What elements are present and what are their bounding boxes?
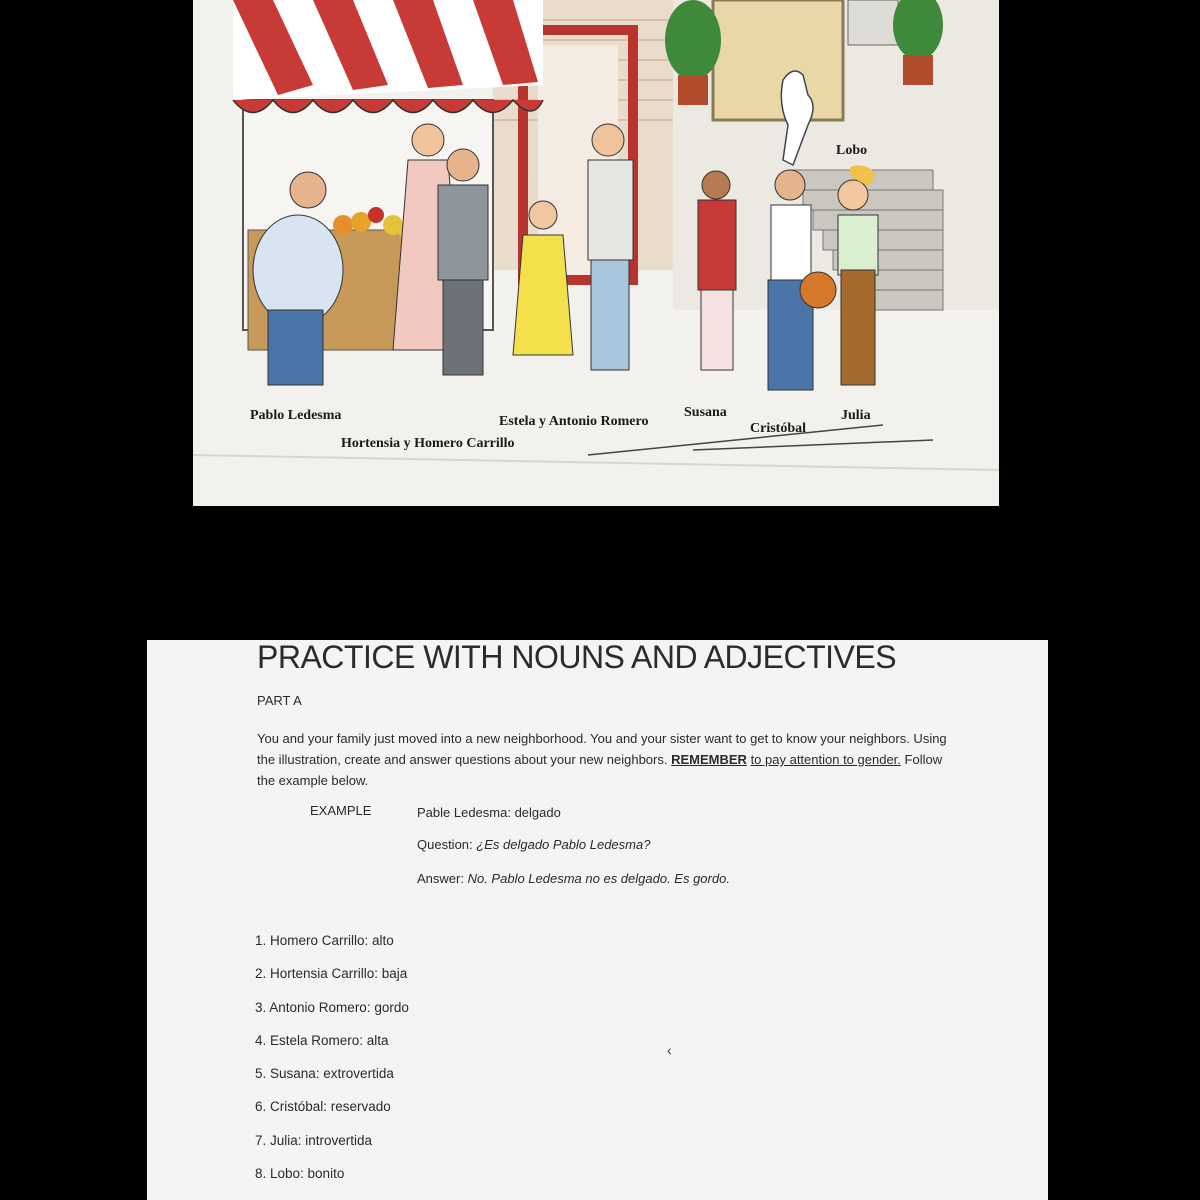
answer-label: Answer:	[417, 871, 464, 886]
worksheet-title: PRACTICE WITH NOUNS AND ADJECTIVES	[257, 640, 897, 675]
cursor-mark-icon: ‹	[667, 1042, 672, 1058]
part-heading: PART A	[257, 693, 302, 708]
list-item: 7. Julia: introvertida	[255, 1132, 373, 1148]
caption-estela-antonio: Estela y Antonio Romero	[499, 414, 649, 429]
gender-note: to pay attention to gender.	[750, 752, 901, 767]
caption-hortensia-homero: Hortensia y Homero Carrillo	[341, 436, 515, 451]
caption-lobo: Lobo	[836, 143, 868, 158]
caption-cristobal: Cristóbal	[750, 421, 806, 436]
list-item: 5. Susana: extrovertida	[255, 1066, 394, 1082]
list-item: 6. Cristóbal: reservado	[255, 1099, 391, 1115]
question-text: ¿Es delgado Pablo Ledesma?	[476, 837, 651, 852]
list-item: 3. Antonio Romero: gordo	[255, 999, 409, 1015]
instructions-text: You and your family just moved into a new neighborhood. You and your sister want to get to know your neighbors. Using the illustration, create and answer questions about your new neighbors.	[257, 731, 947, 767]
caption-susana: Susana	[684, 405, 727, 420]
worksheet-page	[147, 640, 1048, 1200]
example-question	[417, 837, 650, 852]
instructions-paragraph	[257, 728, 957, 791]
example-answer	[417, 871, 730, 886]
instructions-tail: Follow the example below.	[257, 752, 943, 788]
list-item: 2. Hortensia Carrillo: baja	[255, 966, 408, 982]
list-item: 4. Estela Romero: alta	[255, 1032, 389, 1048]
question-label: Question:	[417, 837, 473, 852]
remember-note: REMEMBER	[671, 752, 747, 767]
example-pair: Pable Ledesma: delgado	[417, 805, 561, 820]
neighborhood-illustration	[193, 0, 999, 506]
example-label: EXAMPLE	[310, 803, 372, 818]
caption-julia: Julia	[841, 408, 871, 423]
list-item: 8. Lobo: bonito	[255, 1166, 345, 1182]
exercise-list	[255, 933, 409, 1199]
street-scene-drawing	[193, 0, 999, 506]
answer-text: No. Pablo Ledesma no es delgado. Es gordo.	[467, 871, 730, 886]
list-item: 1. Homero Carrillo: alto	[255, 933, 394, 948]
caption-pablo: Pablo Ledesma	[250, 408, 342, 423]
